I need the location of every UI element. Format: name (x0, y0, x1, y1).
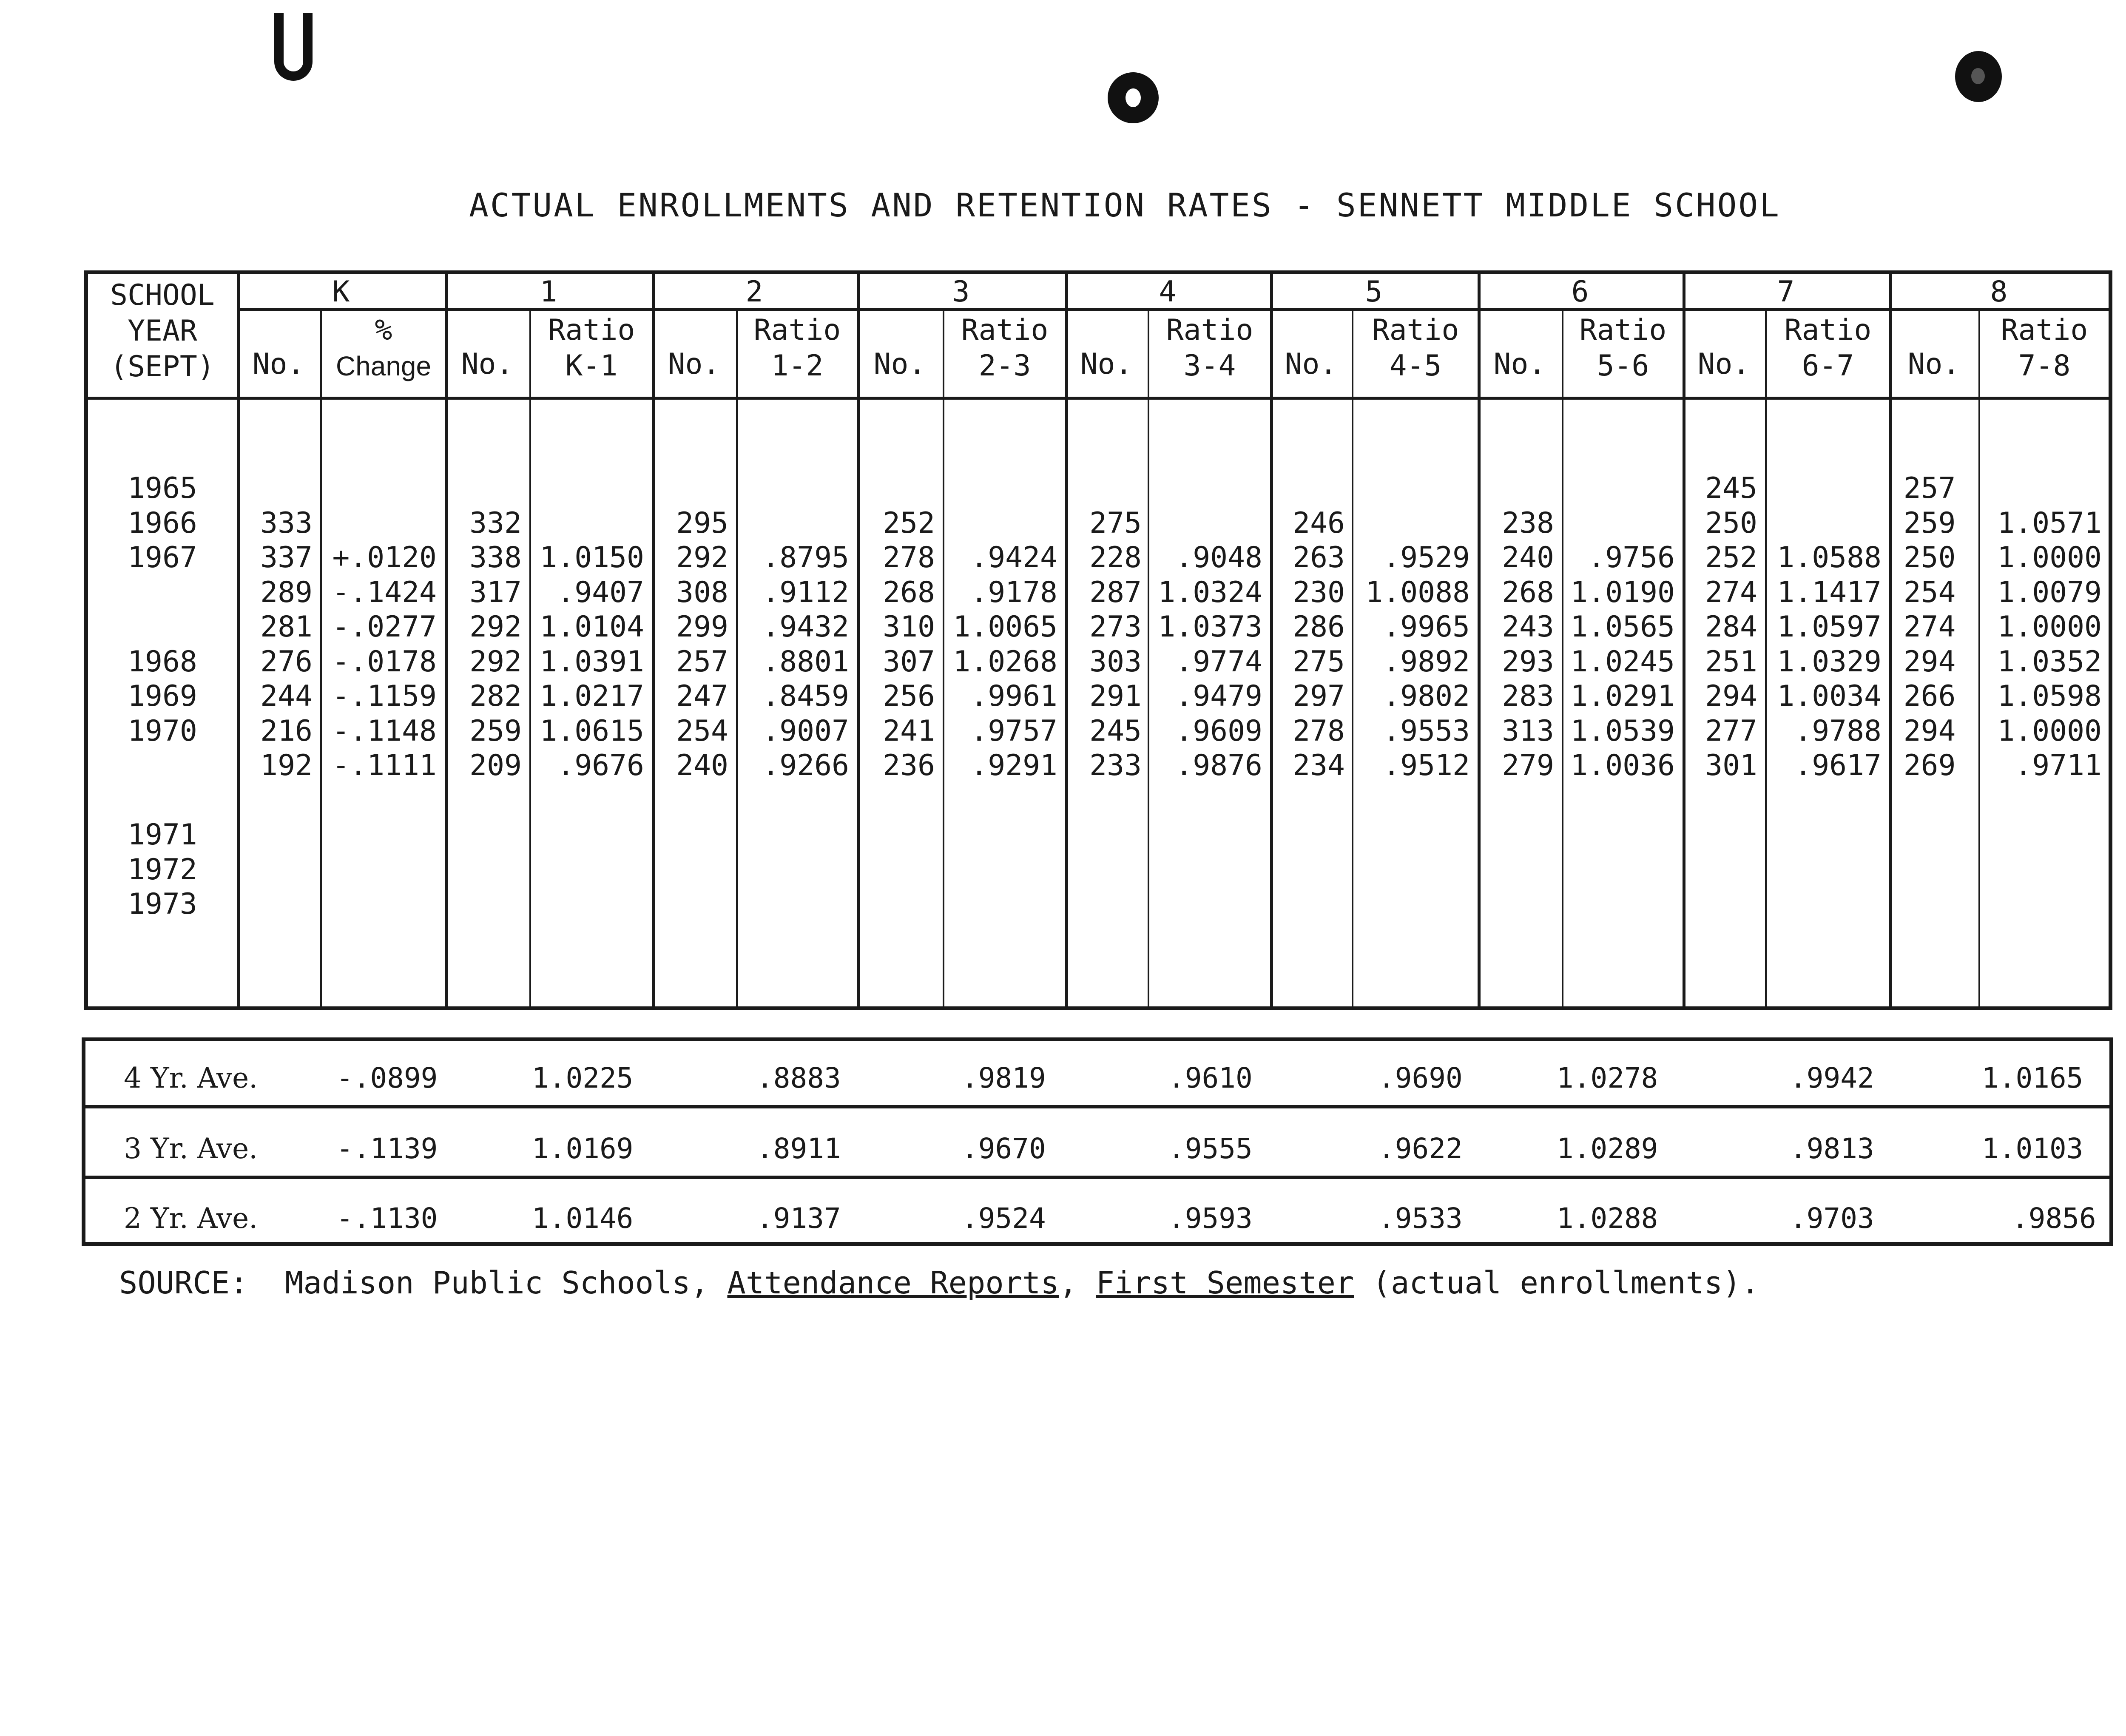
g5-no-header: No. (1285, 347, 1337, 381)
ratio-3-4-header: Ratio 3-4 (1166, 313, 1253, 383)
grade-7-header: 7 (1777, 275, 1795, 309)
g2-ratio-column: .8795 .9112 .9432 .8801 .8459 .9007 .9266 (762, 541, 849, 782)
page-title: ACTUAL ENROLLMENTS AND RETENTION RATES - SENNETT MIDDLE SCHOOL (469, 186, 1781, 224)
ratio-7-8-header: Ratio 7-8 (2001, 313, 2088, 383)
g2-no-header: No. (668, 347, 720, 381)
year-cell: 1965 (128, 472, 197, 505)
source-note: SOURCE: Madison Public Schools, Attendance Reports, First Semester (actual enrollments). (119, 1265, 1759, 1301)
ratio-5-6-header: Ratio 5-6 (1579, 313, 1667, 383)
g3-no-header: No. (873, 347, 926, 381)
k-no-header: No. (252, 347, 305, 381)
average-row: 2 Yr. Ave. -.1130 1.0146 .9137 .9524 .9593 .9533 1.0288 .9703 .9856 (124, 1202, 2096, 1235)
enrollment-table (84, 270, 2112, 1010)
grade-8-header: 8 (1990, 275, 2008, 309)
school-year-header: SCHOOL YEAR (SEPT) (110, 278, 215, 384)
g5-no-column: 246 263 230 286 275 297 278 234 (1293, 506, 1345, 782)
grade-5-header: 5 (1365, 275, 1383, 309)
g7-no-column: 245 250 252 274 284 251 294 277 301 (1705, 472, 1757, 782)
average-row: 4 Yr. Ave. -.0899 1.0225 .8883 .9819 .9610 .9690 1.0278 .9942 1.0165 (124, 1062, 2083, 1094)
g8-ratio-column: 1.0571 1.0000 1.0079 1.0000 1.0352 1.0598 1.0000 .9711 (1997, 506, 2102, 782)
year-cell: 1966 (128, 506, 197, 540)
g1-ratio-column: 1.0150 .9407 1.0104 1.0391 1.0217 1.0615 .9676 (540, 541, 644, 782)
year-cell: 1967 (128, 541, 197, 574)
g7-no-header: No. (1697, 347, 1750, 381)
year-cell: 1970 (128, 714, 197, 748)
years-column (88, 402, 237, 991)
grade-4-header: 4 (1159, 275, 1177, 309)
year-cell: 1971 (128, 818, 197, 852)
g8-no-column: 257 259 250 254 274 294 266 294 269 (1903, 472, 1956, 782)
g1-no-column: 332 338 317 292 292 282 259 209 (469, 506, 522, 782)
g8-no-header: No. (1907, 347, 1960, 381)
g5-ratio-column: .9529 1.0088 .9965 .9892 .9802 .9553 .9512 (1365, 541, 1470, 782)
g2-no-column: 295 292 308 299 257 247 254 240 (676, 506, 728, 782)
grade-k-header: K (332, 275, 350, 309)
k-change-header: % Change (335, 313, 432, 381)
ratio-2-3-header: Ratio 2-3 (961, 313, 1049, 383)
grade-1-header: 1 (540, 275, 557, 309)
k-change-column: +.0120 -.1424 -.0277 -.0178 -.1159 -.1148 -.1111 (332, 541, 437, 782)
handwritten-mark (274, 13, 313, 81)
ratio-k-1-header: Ratio K-1 (548, 313, 635, 383)
year-cell: 1972 (128, 852, 197, 886)
average-row: 3 Yr. Ave. -.1139 1.0169 .8911 .9670 .9555 .9622 1.0289 .9813 1.0103 (124, 1132, 2083, 1165)
ratio-6-7-header: Ratio 6-7 (1784, 313, 1872, 383)
year-cell: 1969 (128, 679, 197, 713)
g3-no-column: 252 278 268 310 307 256 241 236 (883, 506, 935, 782)
grade-6-header: 6 (1571, 275, 1589, 309)
g7-ratio-column: 1.0588 1.1417 1.0597 1.0329 1.0034 .9788 .9617 (1777, 541, 1882, 782)
g6-ratio-column: .9756 1.0190 1.0565 1.0245 1.0291 1.0539 1.0036 (1570, 541, 1675, 782)
averages-table (82, 1037, 2113, 1246)
g3-ratio-column: .9424 .9178 1.0065 1.0268 .9961 .9757 .9291 (953, 541, 1057, 782)
grade-2-header: 2 (745, 275, 763, 309)
punch-hole-center (1108, 72, 1159, 123)
punch-hole-right (1955, 51, 2002, 102)
g4-no-column: 275 228 287 273 303 291 245 233 (1089, 506, 1142, 782)
ratio-4-5-header: Ratio 4-5 (1372, 313, 1459, 383)
year-cell: 1968 (128, 645, 197, 679)
g4-ratio-column: .9048 1.0324 1.0373 .9774 .9479 .9609 .9876 (1158, 541, 1262, 782)
k-no-column: 333 337 289 281 276 244 216 192 (260, 506, 313, 782)
ratio-1-2-header: Ratio 1-2 (753, 313, 841, 383)
grade-3-header: 3 (952, 275, 970, 309)
g4-no-header: No. (1080, 347, 1133, 381)
g1-no-header: No. (461, 347, 514, 381)
g6-no-header: No. (1493, 347, 1546, 381)
g6-no-column: 238 240 268 243 293 283 313 279 (1502, 506, 1554, 782)
year-cell: 1973 (128, 887, 197, 921)
